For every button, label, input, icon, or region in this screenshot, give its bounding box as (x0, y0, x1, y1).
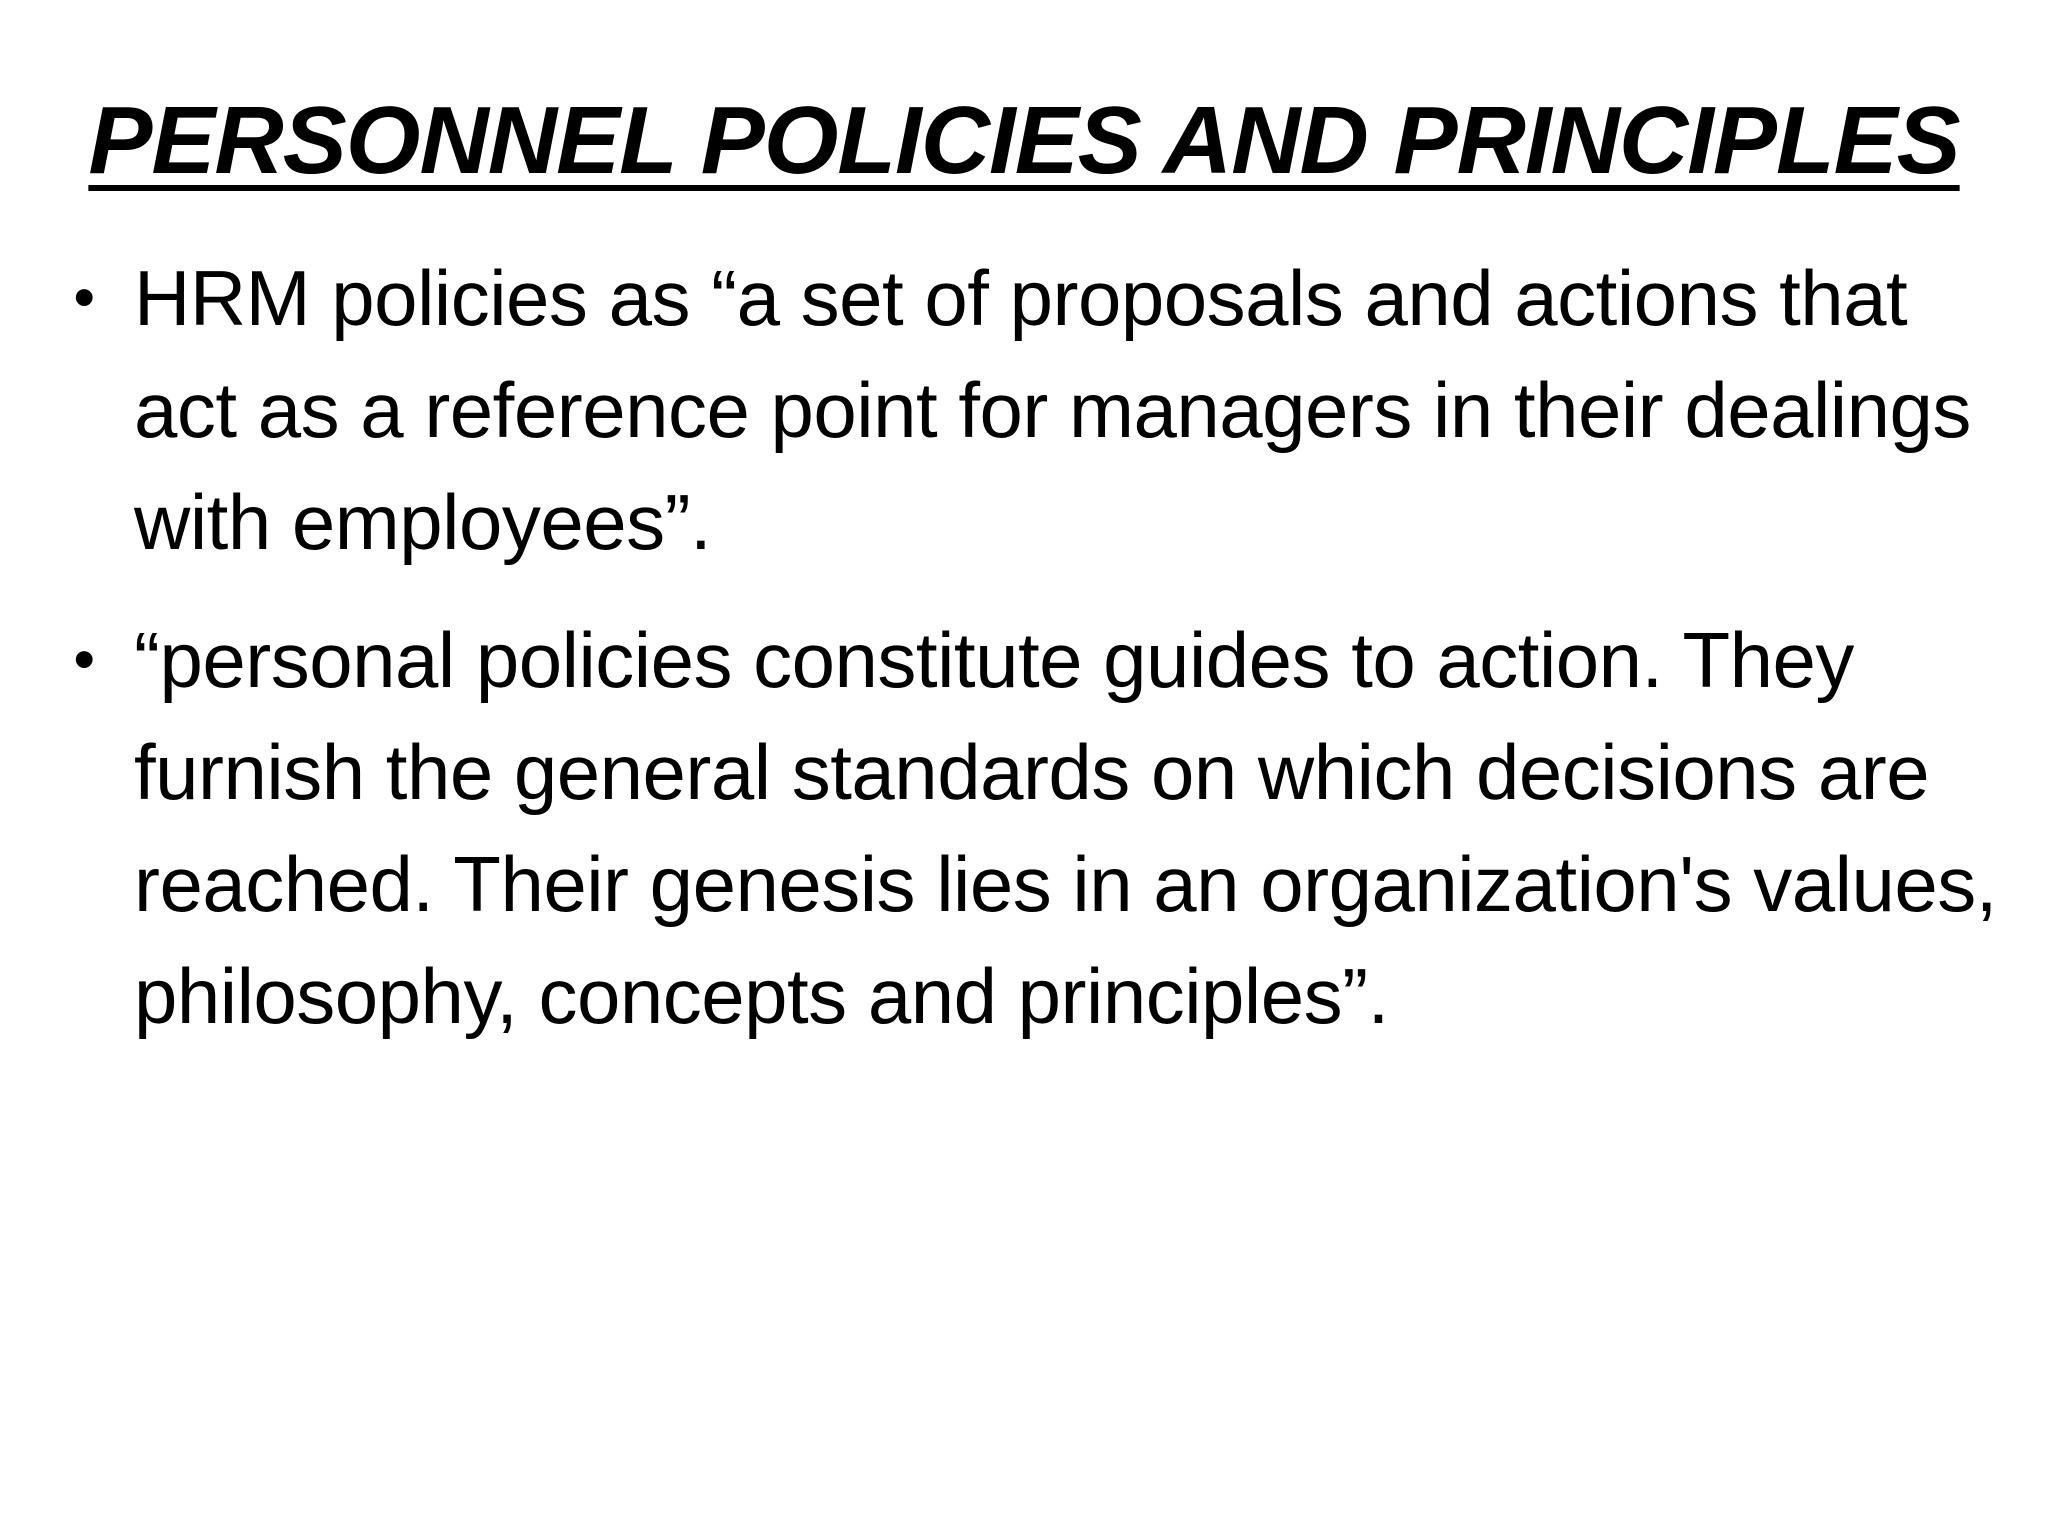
bullet-item-2 (54, 604, 2004, 1052)
bullet-marker-icon: • (73, 263, 95, 332)
bullet-text: “personal policies constitute guides to action. They furnish the general standards on which decisions are reached. Their genesis lies in an organization's values, philosophy, concepts and principles”. (134, 616, 1997, 1040)
bullet-marker-icon: • (73, 625, 95, 694)
bullet-list (54, 242, 2004, 1078)
bullet-item-1 (54, 242, 2004, 578)
bullet-text: HRM policies as “a set of proposals and actions that act as a reference point for managers in their dealings with employees”. (134, 254, 1971, 566)
slide-title: PERSONNEL POLICIES AND PRINCIPLES (88, 87, 1960, 194)
